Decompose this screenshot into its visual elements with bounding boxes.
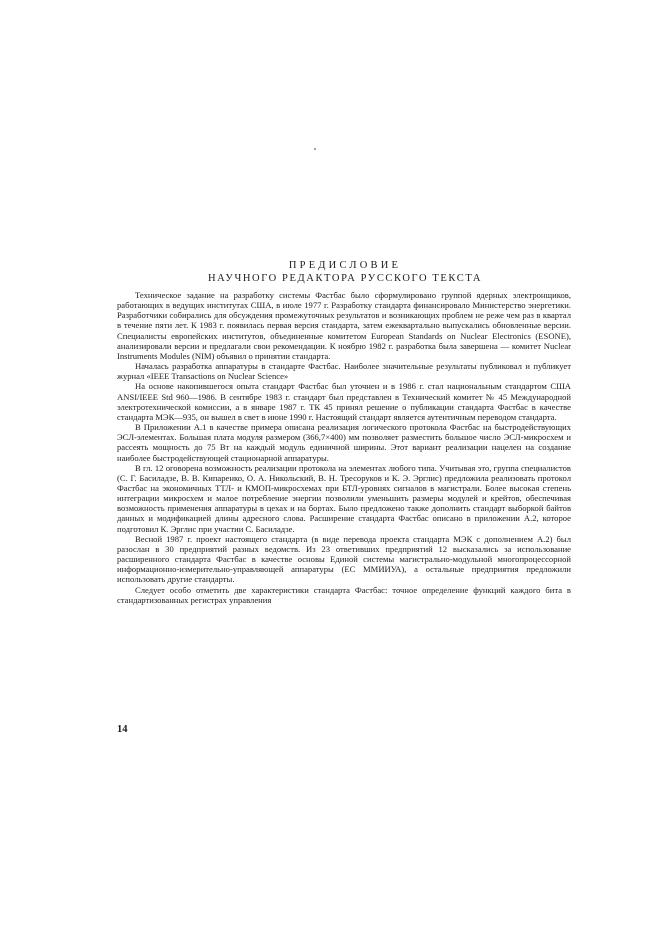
paragraph: В гл. 12 оговорена возможность реализации протокола на элементах любого типа. Учитывая это, группа специалистов (С. Г. Басиладзе, В. В. Кипаренко, О. А. Никольский, В. Н. Тресоруков и К. Э. Эрглис) предложила реализовать протокол Фастбас на экономичных ТТЛ- и КМОП-микросхемах при БТЛ-уровнях сигналов в магистрали. Более высокая степень интеграции микросхем и малое потребление энергии позволили уменьшить размеры модулей и крейтов, обеспечивая возможность применения аппаратуры в цехах и на бортах. Было предложено также дополнить стандарт выборкой байтов данных и модификацией длины адресного слова. Расширение стандарта Фастбас описано в приложении А.2, которое подготовил К. Эрглис при участии С. Басиладзе. (117, 462, 571, 534)
body-text (117, 290, 571, 605)
heading-title: ПРЕДИСЛОВИЕ (288, 260, 402, 271)
paragraph: На основе накопившегося опыта стандарт Фастбас был уточнен и в 1986 г. стал национальным стандартом США ANSI/IEEE Std 960—1986. В сентябре 1983 г. стандарт был представлен в Технический комитет № 45 Международной электротехнической комиссии, а в январе 1987 г. ТК 45 принял решение о публикации стандарта Фастбас в качестве стандарта МЭК—935, он вышел в свет в июне 1990 г. Настоящий стандарт является аутентичным переводом стандарта. (117, 381, 571, 422)
heading-subtitle: НАУЧНОГО РЕДАКТОРА РУССКОГО ТЕКСТА (207, 273, 483, 284)
page-number: 14 (117, 724, 128, 735)
paragraph: В Приложении А.1 в качестве примера описана реализация логического протокола Фастбас на быстродействующих ЭСЛ-элементах. Большая плата модуля размером (366,7×400) мм позволяет разместить большое число ЭСЛ-микросхем и рассеять мощность до 75 Вт на каждый модуль единичной ширины. Этот вариант реализации нацелен на создание наиболее быстродействующей стационарной аппаратуры. (117, 422, 571, 463)
paragraph: Техническое задание на разработку системы Фастбас было сформулировано группой ядерных электронщиков, работающих в ведущих институтах США, в июле 1977 г. Разработку стандарта финансировало Министерство энергетики. Разработчики собирались для обсуждения промежуточных результатов и возникающих проблем не реже чем раз в квартал в течение пяти лет. К 1983 г. появилась первая версия стандарта, затем ежеквартально выпускались обновленные версии. Специалисты европейских институтов, объединенные комитетом European Standards on Nuclear Electronics (ESONE), анализировали версии и предлагали свои рекомендации. К ноябрю 1982 г. разработка была завершена — комитет Nuclear Instruments Modules (NIM) объявил о принятии стандарта. (117, 290, 571, 361)
paragraph: Началась разработка аппаратуры в стандарте Фастбас. Наиболее значительные результаты публиковал и публикует журнал «IEEE Transactions on Nuclear Science» (117, 361, 571, 382)
paragraph: Следует особо отметить две характеристики стандарта Фастбас: точное определение функций каждого бита в стандартизованных регистрах управления (117, 584, 571, 605)
paper-speck (314, 148, 316, 150)
paragraph: Весной 1987 г. проект настоящего стандарта (в виде перевода проекта стандарта МЭК с дополнением А.2) был разослан в 30 предприятий разных ведомств. Из 23 ответивших предприятий 12 высказались за использование расширенного стандарта Фастбас в качестве основы Единой системы магистрально-модульной многопроцессорной информационно-измерительно-управляющей аппаратуры (ЕС ММИИУА), а остальные предприятия предложили использовать другие стандарты. (117, 533, 571, 585)
